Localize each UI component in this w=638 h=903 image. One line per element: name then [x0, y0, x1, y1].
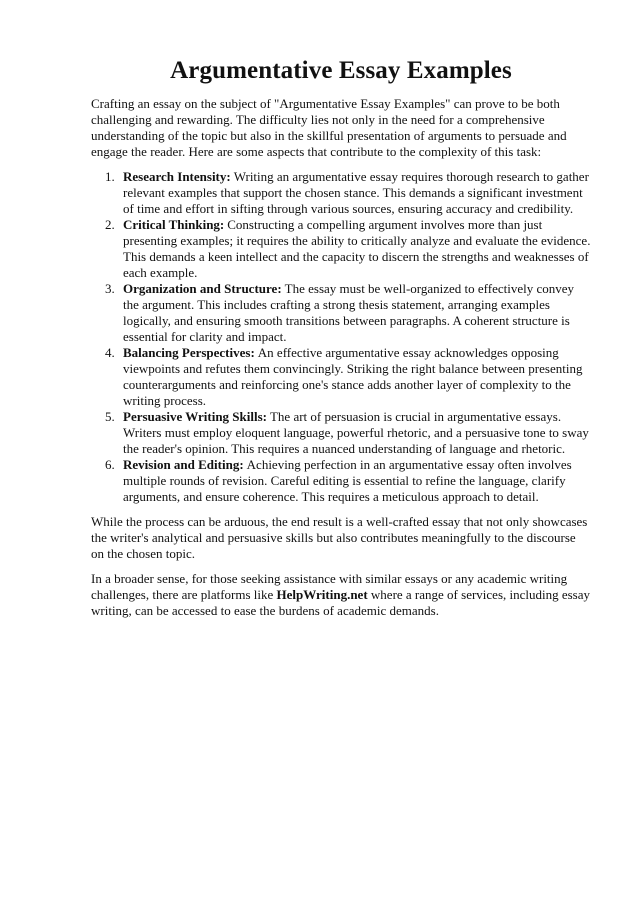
list-item-number: 5. — [105, 409, 115, 424]
list-item-text: Constructing a compelling argument involves more than just presenting examples; it requires the ability to critically analyze and evaluate the evidence. This demands a keen intellect and the capacity to discern the strengths and weaknesses of each example. — [123, 217, 591, 280]
list-item — [91, 281, 591, 345]
list-item — [91, 409, 591, 457]
list-item — [91, 217, 591, 281]
document-title: Argumentative Essay Examples — [170, 57, 512, 84]
closing-paragraph — [91, 571, 591, 619]
list-item-title: Research Intensity: — [123, 169, 231, 184]
list-item-number: 1. — [105, 169, 115, 184]
list-item-title: Persuasive Writing Skills: — [123, 409, 267, 424]
list-item-text: Writing an argumentative essay requires thorough research to gather relevant examples that support the chosen stance. This demands a significant investment of time and effort in sifting through various sources, ensuring accuracy and credibility. — [123, 169, 589, 216]
list-item-number: 6. — [105, 457, 115, 472]
list-item-title: Organization and Structure: — [123, 281, 282, 296]
intro-paragraph: Crafting an essay on the subject of "Argumentative Essay Examples" can prove to be both challenging and rewarding. The difficulty lies not only in the need for a comprehensive understanding of the topic but also in the skillful presentation of arguments to persuade and engage the reader. Here are some aspects that contribute to the complexity of this task: — [91, 96, 567, 159]
closing-text-before: In a broader sense, for those seeking assistance with similar essays or any academic writing challenges, there are platforms like — [91, 571, 568, 602]
list-item-title: Critical Thinking: — [123, 217, 225, 232]
list-item-text: The art of persuasion is crucial in argumentative essays. Writers must employ eloquent language, powerful rhetoric, and a persuasive tone to sway the reader's opinion. This requires a nuanced understanding of language and rhetoric. — [123, 409, 589, 456]
list-item-text: Achieving perfection in an argumentative essay often involves multiple rounds of revision. Careful editing is essential to refine the language, clarify arguments, and ensure coherence. This requires a meticulous approach to detail. — [123, 457, 572, 504]
aspects-list — [91, 169, 591, 505]
list-item-text: An effective argumentative essay acknowledges opposing viewpoints and refutes them convincingly. Striking the right balance between presenting counterarguments and reinforcing one's stance adds another layer of complexity to the writing process. — [123, 345, 583, 408]
conclusion-paragraph: While the process can be arduous, the end result is a well-crafted essay that not only showcases the writer's analytical and persuasive skills but also contributes meaningfully to the discourse on the chosen topic. — [91, 514, 588, 561]
list-item-number: 2. — [105, 217, 115, 232]
list-item-number: 3. — [105, 281, 115, 296]
list-item — [91, 457, 591, 505]
list-item-text: The essay must be well-organized to effectively convey the argument. This includes crafting a strong thesis statement, arranging examples logically, and ensuring smooth transitions between paragraphs. A coherent structure is essential for clarity and impact. — [123, 281, 575, 344]
list-item-number: 4. — [105, 345, 115, 360]
list-item — [91, 169, 591, 217]
list-item — [91, 345, 591, 409]
list-item-title: Revision and Editing: — [123, 457, 244, 472]
brand-name: HelpWriting.net — [276, 587, 368, 602]
closing-text-after: where a range of services, including essay writing, can be accessed to ease the burdens of academic demands. — [91, 587, 591, 618]
document-page — [91, 56, 591, 628]
list-item-title: Balancing Perspectives: — [123, 345, 255, 360]
